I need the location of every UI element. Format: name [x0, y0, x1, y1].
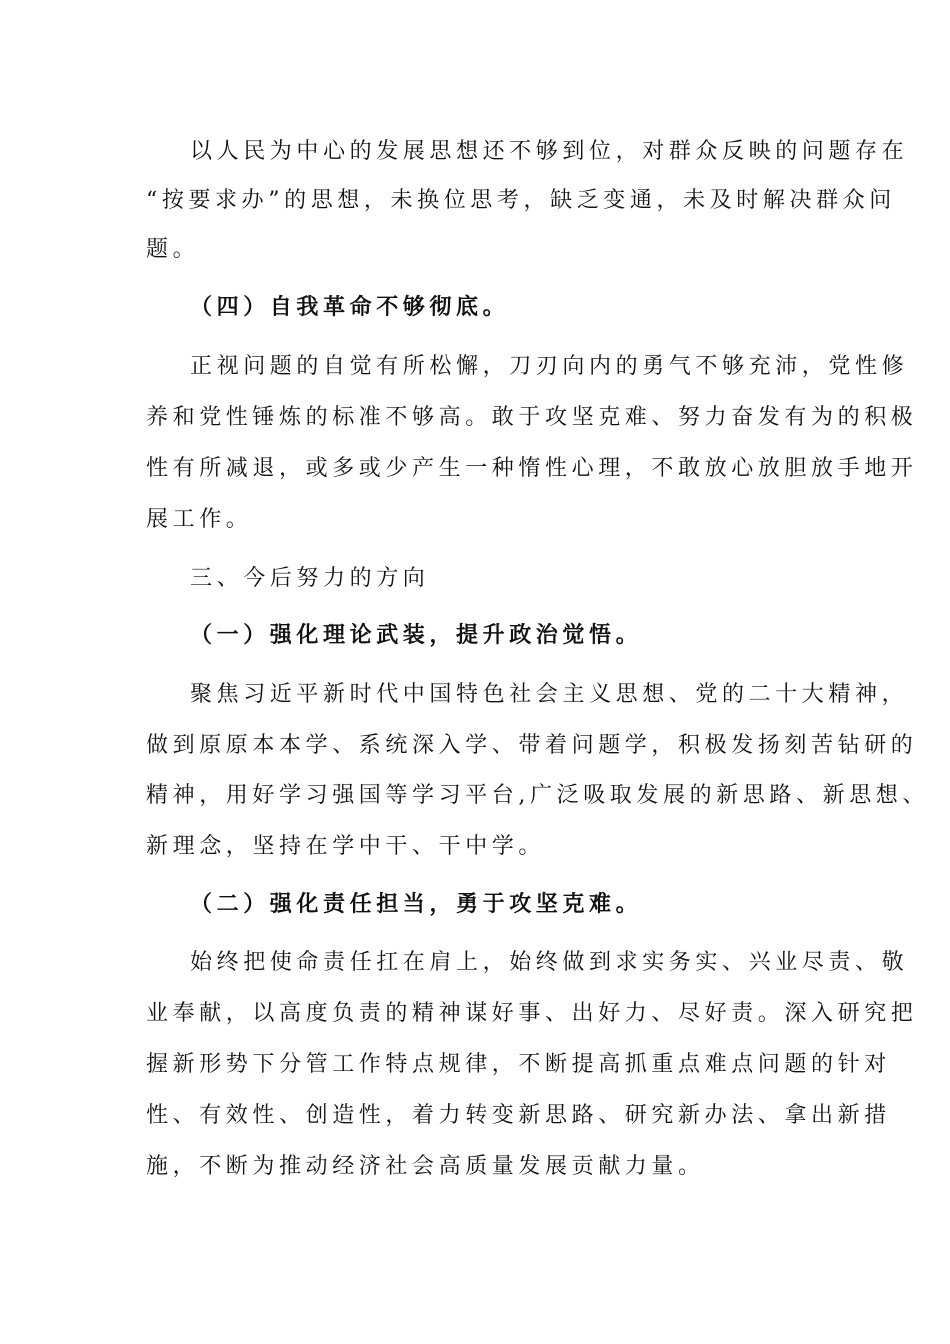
- paragraph-line: 题。: [146, 237, 200, 262]
- paragraph-line: 展工作。: [146, 507, 253, 532]
- chapter-heading: 三、今后努力的方向: [190, 566, 430, 591]
- paragraph-line: 施，不断为推动经济社会高质量发展贡献力量。: [146, 1154, 705, 1179]
- section-heading: （二）强化责任担当，勇于攻坚克难。: [190, 892, 643, 917]
- paragraph-line: “按要求办”的思想，未换位思考，缺乏变通，未及时解决群众问: [146, 188, 896, 213]
- paragraph-line: 业奉献，以高度负责的精神谋好事、出好力、尽好责。深入研究把: [146, 1001, 918, 1026]
- paragraph-line: 聚焦习近平新时代中国特色社会主义思想、党的二十大精神，: [190, 682, 909, 707]
- paragraph-line: 正视问题的自觉有所松懈，刀刃向内的勇气不够充沛，党性修: [190, 354, 909, 379]
- paragraph-line: 性有所减退，或多或少产生一种惰性心理，不敢放心放胆放手地开: [146, 456, 918, 481]
- paragraph-line: 精神，用好学习强国等学习平台,广泛吸取发展的新思路、新思想、: [146, 783, 929, 808]
- paragraph-line: 以人民为中心的发展思想还不够到位，对群众反映的问题存在: [190, 139, 909, 164]
- paragraph-line: 养和党性锤炼的标准不够高。敢于攻坚克难、努力奋发有为的积极: [146, 405, 918, 430]
- paragraph-line: 始终把使命责任扛在肩上，始终做到求实务实、兴业尽责、敬: [190, 950, 909, 975]
- section-heading: （四）自我革命不够彻底。: [190, 295, 510, 320]
- paragraph-line: 做到原原本本学、系统深入学、带着问题学，积极发扬刻苦钻研的: [146, 733, 918, 758]
- paragraph-line: 握新形势下分管工作特点规律，不断提高抓重点难点问题的针对: [146, 1052, 891, 1077]
- section-heading: （一）强化理论武装，提升政治觉悟。: [190, 623, 643, 648]
- paragraph-line: 新理念，坚持在学中干、干中学。: [146, 834, 546, 859]
- paragraph-line: 性、有效性、创造性，着力转变新思路、研究新办法、拿出新措: [146, 1103, 891, 1128]
